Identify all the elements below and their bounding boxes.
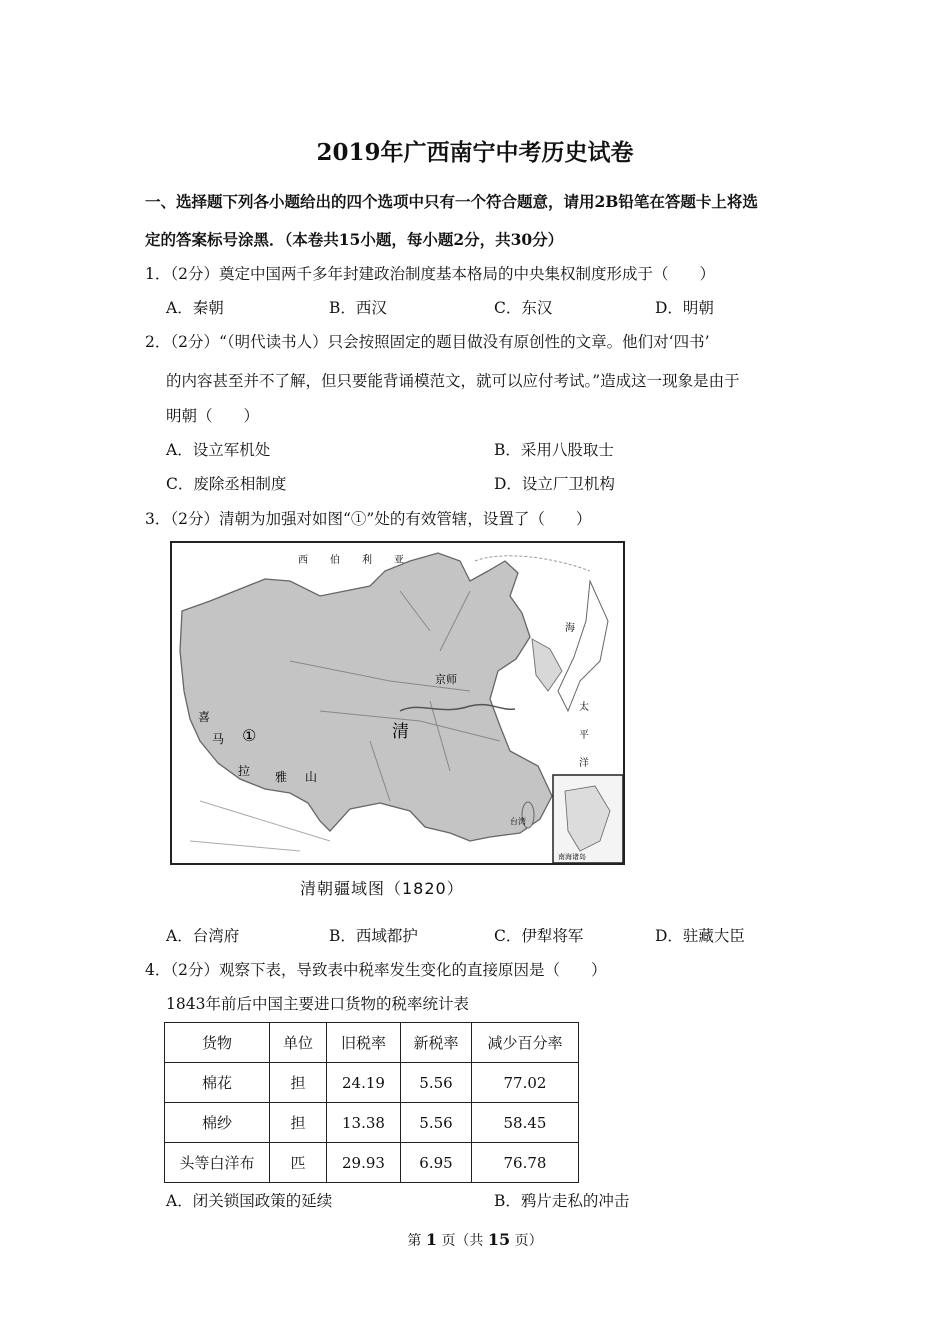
- q1-option-a: A．秦朝: [166, 299, 224, 317]
- page-title: 2019年广西南宁中考历史试卷: [316, 139, 634, 166]
- section-heading-line2: 定的答案标号涂黑．（本卷共15小题，每小题2分，共30分）: [145, 230, 564, 249]
- table-header: 新税率: [401, 1023, 472, 1063]
- page-footer: [0, 1230, 950, 1250]
- table-cell: 77.02: [472, 1063, 579, 1103]
- table-cell: 13.38: [327, 1103, 401, 1143]
- question-4-stem: 4．（2分）观察下表，导致表中税率发生变化的直接原因是（ ）: [145, 961, 607, 979]
- question-2-line3: 明朝（ ）: [166, 407, 260, 425]
- map-label-pacific: 太 平 洋: [576, 701, 588, 771]
- question-2-line1: 2．（2分）“（明代读书人）只会按照固定的题目做没有原创性的文章。他们对‘四书’: [145, 333, 710, 351]
- map-label-himalaya-1: 喜: [198, 710, 211, 724]
- question-2-line2: 的内容甚至并不了解，但只要能背诵模范文，就可以应付考试。”造成这一现象是由于: [166, 372, 740, 390]
- map-label-himalaya-4: 雅: [275, 770, 288, 784]
- table-row: [165, 1143, 579, 1183]
- q2-option-d: D．设立厂卫机构: [494, 475, 615, 493]
- q3-option-d: D．驻藏大臣: [655, 927, 745, 945]
- table-cell: 担: [270, 1063, 327, 1103]
- map-label-himalaya-3: 拉: [238, 764, 251, 778]
- map-label-sea: 海: [565, 623, 575, 634]
- table-row: [165, 1103, 579, 1143]
- table-cell: 棉花: [165, 1063, 270, 1103]
- q4-option-a: A．闭关锁国政策的延续: [166, 1192, 333, 1210]
- q1-option-b: B．西汉: [329, 299, 387, 317]
- q2-option-b: B．采用八股取士: [494, 441, 614, 459]
- qing-territory-map: [170, 541, 625, 866]
- table-cell: 5.56: [401, 1103, 472, 1143]
- section-heading-line1: 一、选择题下列各小题给出的四个选项中只有一个符合题意，请用2B铅笔在答题卡上将选: [145, 192, 758, 211]
- q3-option-c: C．伊犁将军: [494, 927, 584, 945]
- q1-option-d: D．明朝: [655, 299, 714, 317]
- q1-option-c: C．东汉: [494, 299, 553, 317]
- q2-option-a: A．设立军机处: [166, 441, 271, 459]
- map-inset-label: 南海诸岛: [558, 853, 586, 861]
- footer-prefix: 第: [407, 1233, 422, 1249]
- table-header: 单位: [270, 1023, 327, 1063]
- table-header: 减少百分率: [472, 1023, 579, 1063]
- table-cell: 担: [270, 1103, 327, 1143]
- table-cell: 6.95: [401, 1143, 472, 1183]
- table-header: 旧税率: [327, 1023, 401, 1063]
- q3-option-a: A．台湾府: [166, 927, 240, 945]
- table-title: 1843年前后中国主要进口货物的税率统计表: [166, 995, 469, 1013]
- map-label-taiwan: 台湾: [510, 817, 526, 826]
- footer-total-pages: 15: [487, 1230, 511, 1249]
- footer-suffix: 页）: [514, 1233, 543, 1249]
- table-cell: 5.56: [401, 1063, 472, 1103]
- table-cell: 头等白洋布: [165, 1143, 270, 1183]
- table-cell: 棉纱: [165, 1103, 270, 1143]
- question-1-stem: 1．（2分）奠定中国两千多年封建政治制度基本格局的中央集权制度形成于（ ）: [145, 265, 715, 283]
- map-label-qing: 清: [392, 722, 409, 742]
- map-label-capital: 京师: [435, 673, 457, 686]
- table-cell: 匹: [270, 1143, 327, 1183]
- table-cell: 76.78: [472, 1143, 579, 1183]
- table-row: [165, 1063, 579, 1103]
- map-label-siberia: 西 伯 利 亚: [298, 555, 410, 566]
- tariff-table: [164, 1022, 579, 1183]
- question-3-stem: 3．（2分）清朝为加强对如图“①”处的有效管辖，设置了（ ）: [145, 510, 592, 528]
- q4-option-b: B．鸦片走私的冲击: [494, 1192, 630, 1210]
- table-cell: 24.19: [327, 1063, 401, 1103]
- map-marker-1: ①: [242, 726, 257, 745]
- map-label-himalaya-5: 山: [305, 770, 318, 784]
- q3-option-b: B．西域都护: [329, 927, 418, 945]
- footer-middle: 页（共: [441, 1233, 484, 1249]
- table-cell: 29.93: [327, 1143, 401, 1183]
- map-caption: 清朝疆域图（1820）: [300, 879, 464, 898]
- q2-option-c: C．废除丞相制度: [166, 475, 287, 493]
- table-header: 货物: [165, 1023, 270, 1063]
- table-header-row: [165, 1023, 579, 1063]
- footer-page-number: 1: [425, 1230, 437, 1249]
- table-cell: 58.45: [472, 1103, 579, 1143]
- map-label-himalaya-2: 马: [212, 732, 225, 746]
